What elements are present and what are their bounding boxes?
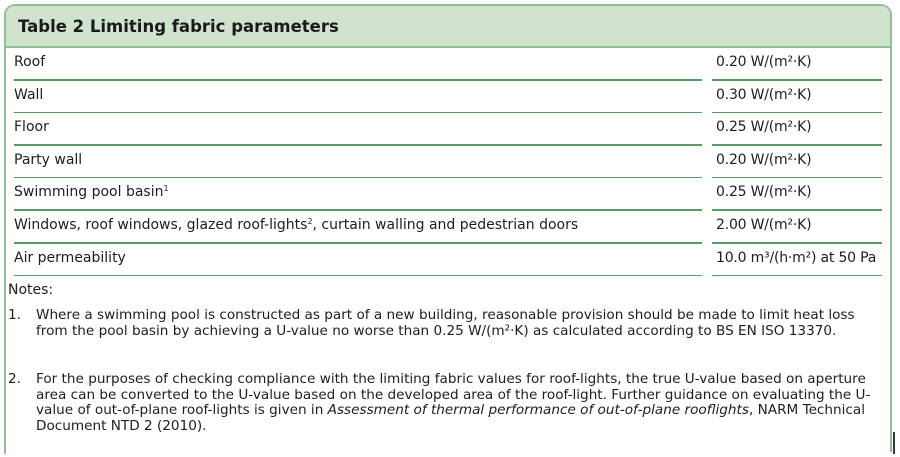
note-number: 1.: [8, 307, 21, 323]
note-text: [36, 372, 884, 434]
table-row-wall: [6, 81, 890, 114]
row-label: [14, 217, 578, 233]
table-header: [6, 6, 890, 48]
notes-heading: Notes:: [8, 282, 54, 298]
note-text-part: For the purposes of checking compliance with the limiting fabric values for roof-lights, the true U-value based on aperture area can be converted to the U-value based on the developed area of the roof-light. Further guidance on evaluating the U-value of out-of-plane roof-lights is given in: [36, 371, 871, 418]
footnote-ref: 1: [163, 184, 169, 194]
row-divider: [712, 275, 882, 277]
row-label: Party wall: [14, 151, 83, 168]
note-text: Where a swimming pool is constructed as part of a new building, reasonable provision should be made to limit heat loss from the pool basin by achieving a U-value no worse than 0.25 W/(m²·K) as calculated according to BS EN ISO 13370.: [36, 307, 855, 339]
table-row-air-permeability: [6, 244, 890, 277]
note-text-part: , NARM Technical Document NTD 2 (2010).: [36, 402, 865, 434]
row-value: 0.20 W/(m²·K): [716, 54, 812, 70]
footnote-ref: 2: [307, 216, 313, 226]
row-label-text: Swimming pool basin: [14, 184, 164, 201]
parameter-rows: [6, 48, 890, 276]
row-value: 0.25 W/(m²·K): [716, 184, 812, 201]
row-label: Wall: [14, 86, 44, 103]
row-divider: [14, 275, 702, 277]
row-value: 10.0 m³/(h·m²) at 50 Pa: [716, 249, 877, 266]
table-row-roof: [6, 48, 890, 81]
row-label: Floor: [14, 119, 49, 136]
frame-edge: [4, 440, 6, 454]
table-row-party-wall: [6, 146, 890, 179]
note-number: 2.: [8, 371, 21, 387]
frame-edge: [893, 432, 895, 454]
table-row-windows: [6, 211, 890, 244]
table-title: Table 2 Limiting fabric parameters: [18, 16, 339, 36]
document-title-italic: Assessment of thermal performance of out-of-plane rooflights: [327, 402, 749, 418]
row-value: 0.20 W/(m²·K): [716, 151, 812, 168]
row-label-text: Windows, roof windows, glazed roof-lights: [14, 216, 308, 233]
row-value: 0.25 W/(m²·K): [716, 119, 812, 136]
table-row-floor: [6, 113, 890, 146]
row-label-text: , curtain walling and pedestrian doors: [312, 216, 579, 233]
row-value: 2.00 W/(m²·K): [716, 216, 812, 233]
table-row-swimming-pool-basin: [6, 178, 890, 211]
row-value: 0.30 W/(m²·K): [716, 86, 812, 103]
row-label: Roof: [14, 54, 46, 70]
row-label: [14, 184, 169, 200]
row-label: Air permeability: [14, 249, 126, 266]
